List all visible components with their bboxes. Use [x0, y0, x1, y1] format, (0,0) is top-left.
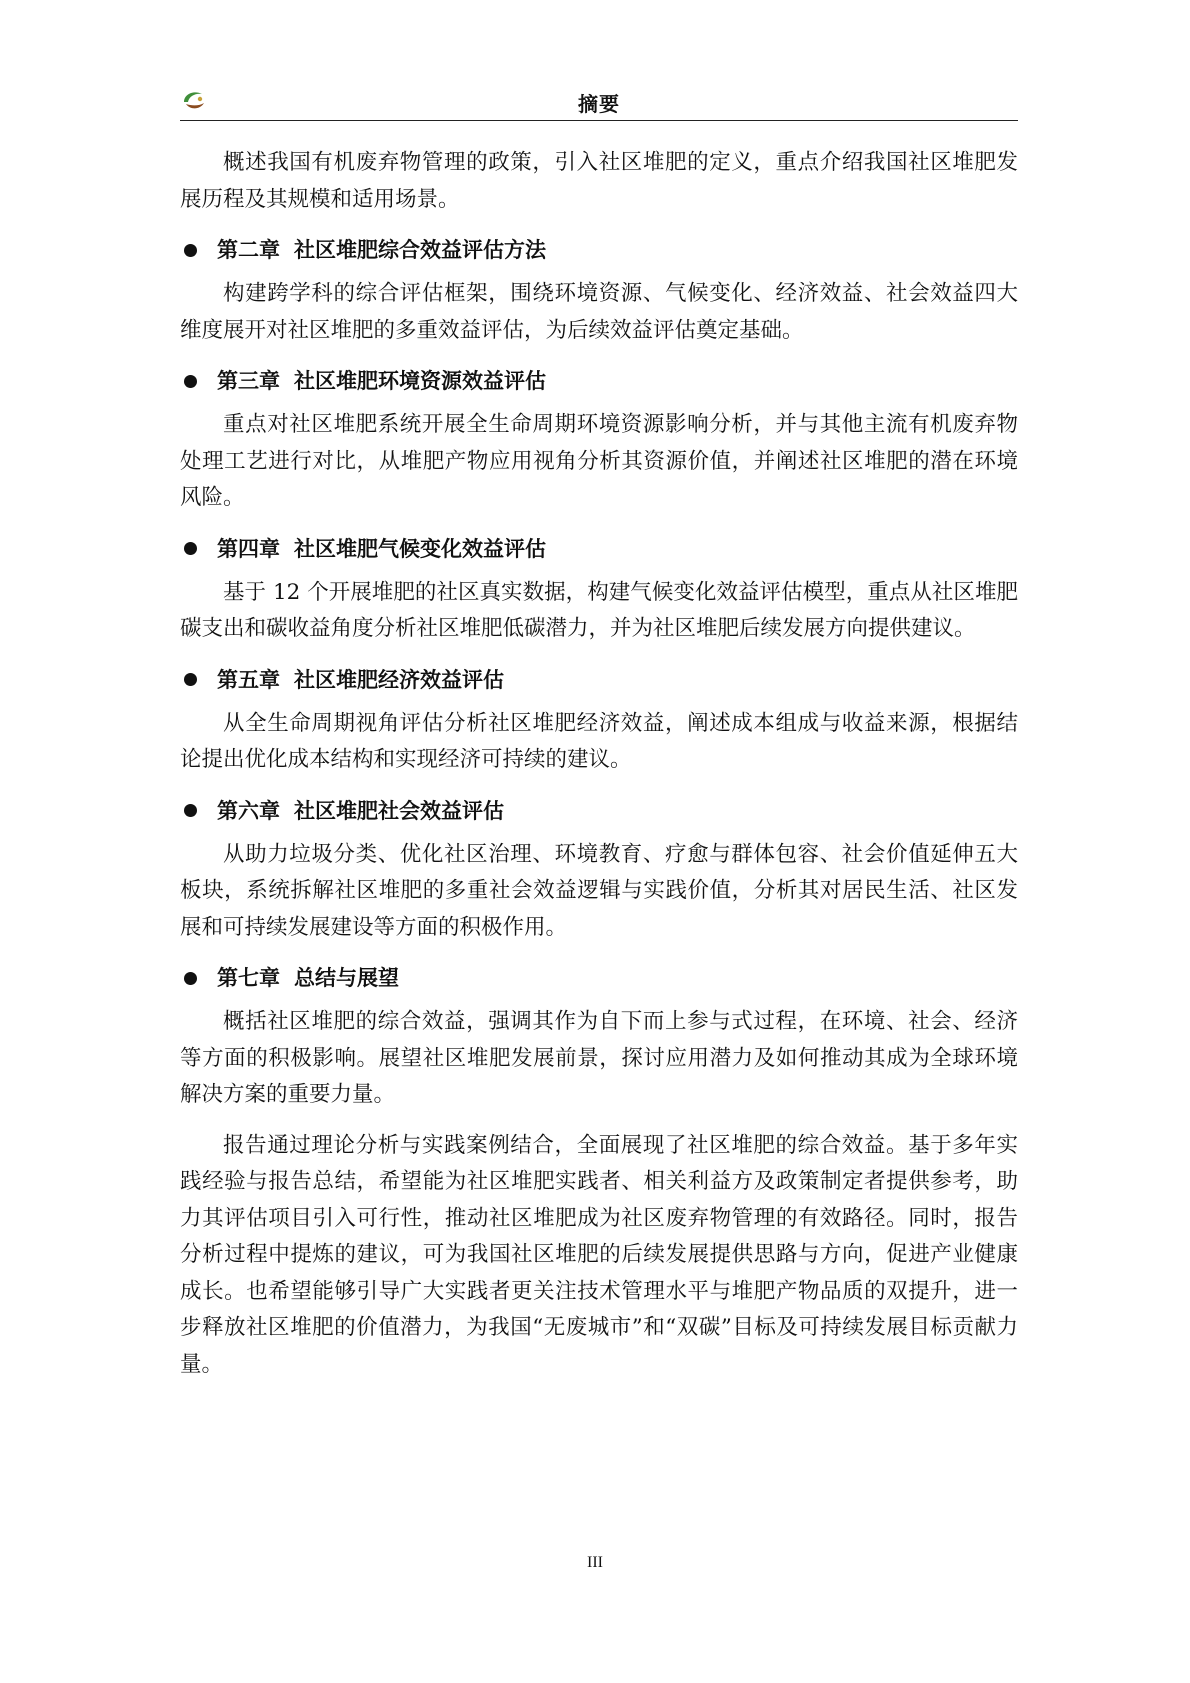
closing-paragraph: 报告通过理论分析与实践案例结合，全面展现了社区堆肥的综合效益。基于多年实践经验与报告总结，希望能为社区堆肥实践者、相关利益方及政策制定者提供参考，助力其评估项目引入可行性，推动社区堆肥成为社区废弃物管理的有效路径。同时，报告分析过程中提炼的建议，可为我国社区堆肥的后续发展提供思路与方向，促进产业健康成长。也希望能够引导广大实践者更关注技术管理水平与堆肥产物品质的双提升，进一步释放社区堆肥的价值潜力，为我国“无废城市”和“双碳”目标及可持续发展目标贡献力量。 [180, 1132, 1018, 1377]
chapter-number: 第二章 [217, 238, 280, 262]
abstract-content [180, 145, 1018, 1383]
chapter-number: 第七章 [217, 966, 280, 990]
chapter-summary: 从全生命周期视角评估分析社区堆肥经济效益，阐述成本组成与收益来源，根据结论提出优化成本结构和实现经济可持续的建议。 [180, 710, 1018, 772]
chapter-summary: 从助力垃圾分类、优化社区治理、环境教育、疗愈与群体包容、社会价值延伸五大板块，系统拆解社区堆肥的多重社会效益逻辑与实践价值，分析其对居民生活、社区发展和可持续发展建设等方面的积极作用。 [180, 841, 1018, 940]
chapter-heading [180, 793, 1018, 829]
chapter-summary: 概括社区堆肥的综合效益，强调其作为自下而上参与式过程，在环境、社会、经济等方面的积极影响。展望社区堆肥发展前景，探讨应用潜力及如何推动其成为全球环境解决方案的重要力量。 [180, 1009, 1018, 1107]
chapter-number: 第五章 [217, 667, 280, 692]
chapter-title: 社区堆肥气候变化效益评估 [294, 536, 546, 561]
page-number: III [587, 1554, 603, 1571]
bullet-icon [184, 542, 197, 555]
chapter-heading [180, 960, 1018, 996]
chapter-title: 社区堆肥经济效益评估 [294, 667, 504, 692]
page-header [180, 78, 1018, 121]
chapter-heading [180, 531, 1018, 567]
bullet-icon [184, 673, 197, 686]
chapter-summary: 构建跨学科的综合评估框架，围绕环境资源、气候变化、经济效益、社会效益四大维度展开对社区堆肥的多重效益评估，为后续效益评估奠定基础。 [180, 281, 1018, 343]
chapter-title: 总结与展望 [294, 966, 399, 990]
bullet-icon [184, 244, 197, 257]
bullet-icon [184, 375, 197, 388]
chapter-title: 社区堆肥环境资源效益评估 [294, 369, 546, 393]
chapter-title: 社区堆肥综合效益评估方法 [294, 238, 546, 262]
chapter-title: 社区堆肥社会效益评估 [294, 798, 504, 823]
chapter-heading [180, 232, 1018, 268]
chapter-summary: 重点对社区堆肥系统开展全生命周期环境资源影响分析，并与其他主流有机废弃物处理工艺进行对比，从堆肥产物应用视角分析其资源价值，并阐述社区堆肥的潜在环境风险。 [180, 412, 1018, 510]
intro-paragraph: 概述我国有机废弃物管理的政策，引入社区堆肥的定义，重点介绍我国社区堆肥发展历程及其规模和适用场景。 [180, 150, 1018, 212]
chapter-heading [180, 662, 1018, 698]
chapter-number: 第六章 [217, 798, 280, 823]
bullet-icon [184, 972, 197, 985]
chapter-number: 第三章 [217, 369, 280, 393]
chapter-heading [180, 363, 1018, 399]
chapter-number: 第四章 [217, 536, 280, 561]
bullet-icon [184, 804, 197, 817]
header-title: 摘要 [578, 92, 620, 116]
chapter-summary: 基于 12 个开展堆肥的社区真实数据，构建气候变化效益评估模型，重点从社区堆肥碳支出和碳收益角度分析社区堆肥低碳潜力，并为社区堆肥后续发展方向提供建议。 [180, 579, 1018, 641]
